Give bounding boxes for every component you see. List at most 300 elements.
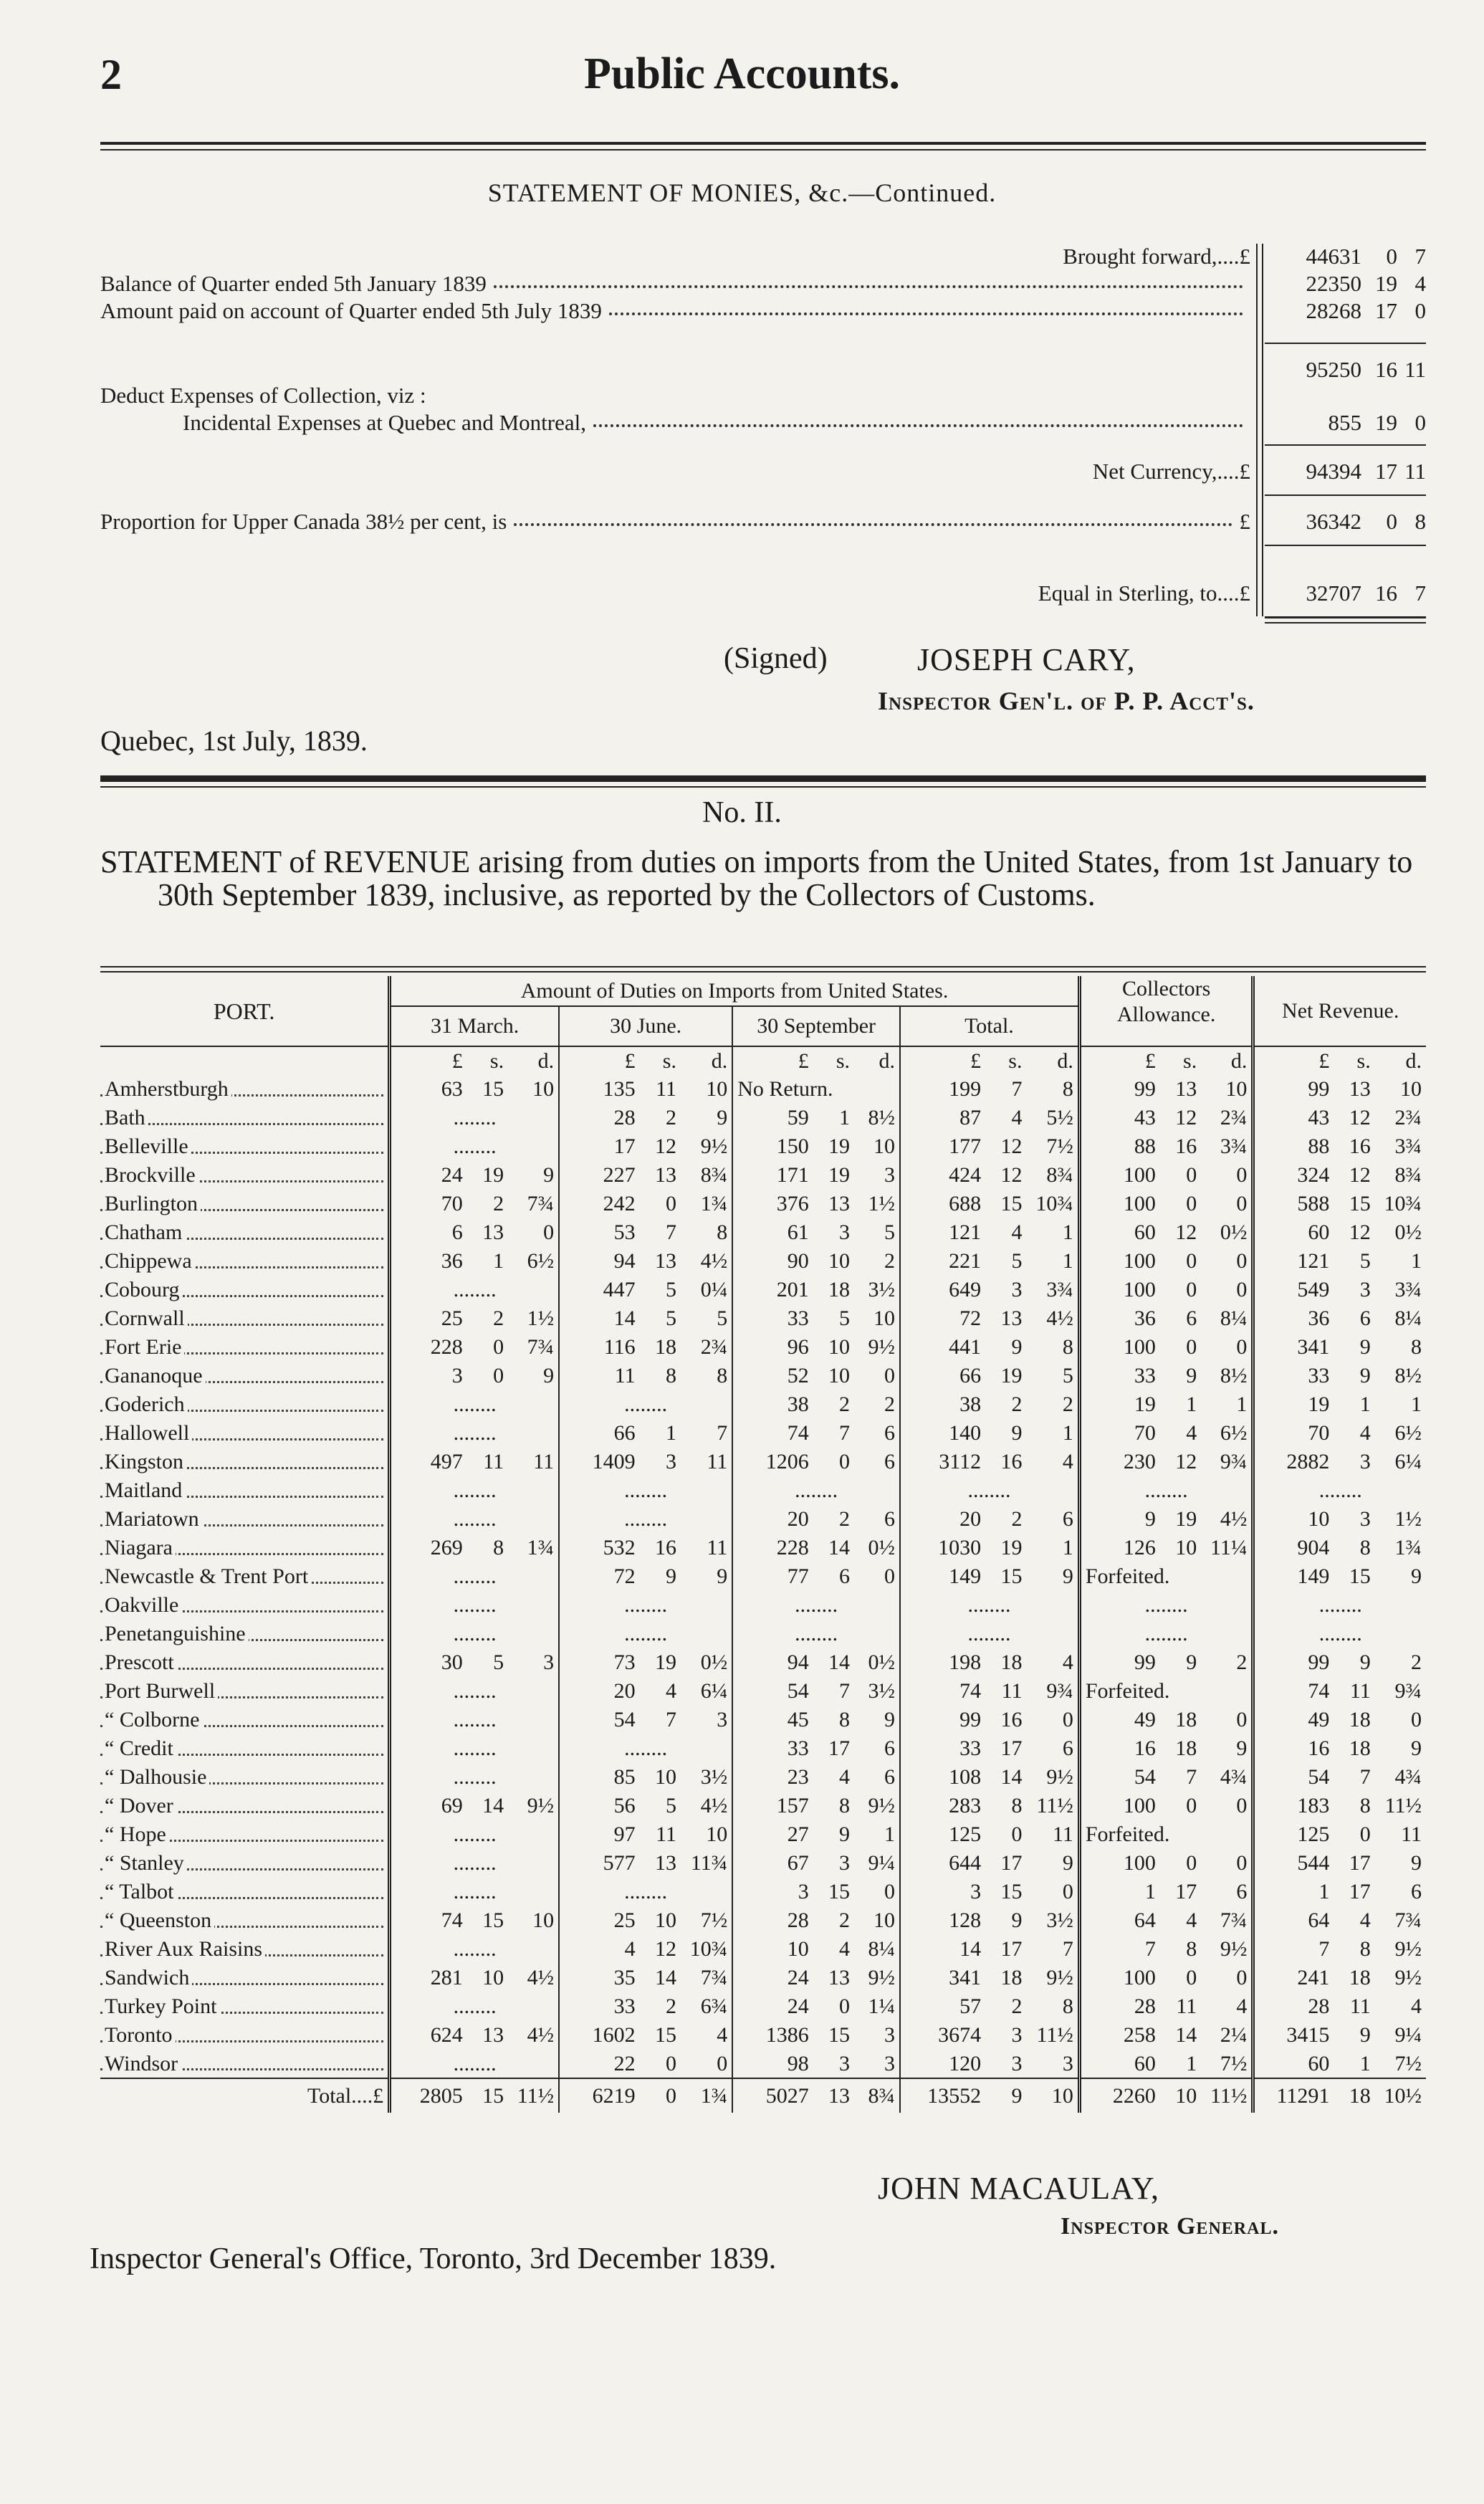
total-pounds: 128 — [900, 1906, 985, 1935]
june-pence: 8¾ — [700, 1163, 728, 1187]
june-pence: 8 — [717, 1220, 728, 1244]
total-pence: 8 — [1062, 1335, 1073, 1359]
port-name: Chatham — [105, 1220, 185, 1244]
september-pence: 2 — [884, 1249, 896, 1273]
march-shillings: 15 — [482, 1908, 504, 1932]
june-pounds: 135 — [559, 1075, 640, 1104]
march-pounds: 624 — [430, 2023, 463, 2047]
unit-pounds-total: £ — [900, 1046, 985, 1075]
net-revenue-pounds: 60 — [1253, 2050, 1334, 2078]
june-shillings: 15 — [654, 2023, 676, 2047]
collectors-allowance-shillings: 1 — [1186, 1392, 1197, 1416]
march-cell: ........ — [453, 1994, 497, 2018]
section-number: No. II. — [702, 796, 782, 829]
collectors-allowance-pounds: 230 — [1079, 1448, 1160, 1476]
june-shillings: 13 — [654, 1249, 676, 1273]
collectors-allowance-shillings: 0 — [1186, 1192, 1197, 1215]
port-cell — [100, 1620, 390, 1648]
collectors-allowance-pounds: 28 — [1079, 1992, 1160, 2021]
march-shillings: 8 — [493, 1536, 504, 1559]
total-pence: 9¾ — [1046, 1679, 1073, 1703]
net-revenue-shillings: 4 — [1359, 1908, 1371, 1932]
september-shillings: 19 — [828, 1134, 851, 1158]
net-revenue-shillings: 12 — [1349, 1163, 1371, 1187]
september-shillings: 9 — [839, 1822, 851, 1846]
header-rule-bottom — [100, 149, 1426, 150]
september-pounds: 150 — [732, 1132, 813, 1161]
total-pence: 6 — [1062, 1736, 1073, 1760]
march-pence: 7¾ — [527, 1335, 555, 1359]
total-pence: 8 — [1062, 1994, 1073, 2018]
collectors-allowance-shillings: 0 — [1186, 1278, 1197, 1301]
total-pounds: 3 — [900, 1878, 985, 1906]
page-number: 2 — [100, 51, 122, 98]
collectors-allowance-pence: 2¾ — [1220, 1106, 1248, 1129]
total-pounds: 99 — [900, 1706, 985, 1734]
port-cell — [100, 1419, 390, 1448]
port-name: Penetanguishine — [105, 1622, 249, 1645]
unit-shillings-march: s. — [489, 1048, 504, 1073]
signed-label: (Signed) — [724, 642, 828, 675]
september-shillings: 7 — [839, 1421, 851, 1445]
net-revenue-pounds: 544 — [1253, 1849, 1334, 1878]
port-name: Oakville — [105, 1593, 181, 1617]
march-pence: 1¾ — [527, 1536, 555, 1559]
september-cell: ........ — [732, 1620, 900, 1648]
table-row — [100, 1562, 1426, 1591]
port-cell — [100, 1190, 390, 1218]
september-pence: 3 — [884, 2023, 896, 2047]
monies-statement — [100, 229, 1426, 631]
table-row — [100, 1591, 1426, 1620]
port-cell — [100, 1218, 390, 1247]
unit-pounds-net-revenue: £ — [1253, 1046, 1334, 1075]
port-cell — [100, 2021, 390, 2050]
proportion-rule — [1265, 494, 1426, 496]
unit-shillings-total: s. — [1008, 1048, 1023, 1073]
june-pounds: 28 — [559, 1104, 640, 1132]
total-pence: 11½ — [1036, 2023, 1073, 2047]
net-revenue-shillings: 3 — [1359, 1450, 1371, 1473]
total-pence: 8¾ — [1046, 1163, 1073, 1187]
collectors-allowance-cell: Forfeited. — [1079, 1820, 1253, 1849]
collectors-allowance-shillings: 0 — [1186, 1851, 1197, 1875]
port-cell — [100, 2050, 390, 2078]
total-pence: 4½ — [1046, 1306, 1073, 1330]
september-pence: 9¼ — [868, 1851, 896, 1875]
net-revenue-shillings: 12 — [1349, 1106, 1371, 1129]
port-name: Toronto — [105, 2023, 176, 2047]
september-pence: 3½ — [868, 1679, 896, 1703]
total-shillings: 17 — [1000, 1736, 1023, 1760]
table-row — [100, 1304, 1426, 1333]
march-pence: 0 — [543, 1220, 555, 1244]
total-pounds: 221 — [900, 1247, 985, 1276]
port-name: Belleville — [105, 1134, 191, 1158]
june-pounds: 53 — [559, 1218, 640, 1247]
port-name: “ Talbot — [105, 1880, 177, 1903]
collectors-allowance-pounds: 16 — [1079, 1734, 1160, 1763]
total-shillings: 19 — [1000, 1536, 1023, 1559]
june-pence: 5 — [717, 1306, 728, 1330]
collectors-allowance-pence: 4¾ — [1220, 1765, 1248, 1789]
june-pounds: 85 — [559, 1763, 640, 1792]
collectors-allowance-cell: ........ — [1079, 1476, 1253, 1505]
port-name: Goderich — [105, 1392, 188, 1416]
september-pence: 9½ — [868, 1794, 896, 1817]
total-shillings: 7 — [1011, 1077, 1023, 1101]
total-pounds: 424 — [900, 1161, 985, 1190]
total-shillings: 16 — [1000, 1450, 1023, 1473]
september-shillings: 10 — [828, 1249, 851, 1273]
total-pence: 1 — [1062, 1220, 1073, 1244]
september-pounds: 5027 — [732, 2078, 813, 2113]
total-shillings: 11 — [1001, 1679, 1023, 1703]
page-title: Public Accounts. — [584, 49, 900, 98]
port-cell — [100, 1161, 390, 1190]
june-shillings: 0 — [665, 2083, 676, 2108]
september-pence: 6 — [884, 1507, 896, 1531]
march-pounds: 281 — [430, 1966, 463, 1989]
table-row — [100, 1247, 1426, 1276]
brought-forward-shillings: 0 — [1386, 244, 1397, 269]
collectors-allowance-shillings: 0 — [1186, 1794, 1197, 1817]
net-currency-pence: 11 — [1404, 459, 1426, 484]
june-shillings: 9 — [665, 1564, 676, 1588]
total-pounds: 72 — [900, 1304, 985, 1333]
collectors-allowance-shillings: 9 — [1186, 1650, 1197, 1674]
june-shillings: 16 — [654, 1536, 676, 1559]
march-pence: 3 — [543, 1650, 555, 1674]
collectors-allowance-pence: 0 — [1236, 1192, 1248, 1215]
unit-pence-total: d. — [1057, 1048, 1073, 1073]
september-pence: 9 — [884, 1708, 896, 1731]
june-pence: 10 — [706, 1077, 728, 1101]
net-revenue-shillings: 3 — [1359, 1507, 1371, 1531]
table-row — [100, 1763, 1426, 1792]
incidental-shillings: 19 — [1375, 410, 1397, 435]
net-revenue-shillings: 15 — [1349, 1192, 1371, 1215]
september-shillings: 1 — [839, 1106, 851, 1129]
march-shillings: 15 — [482, 2083, 504, 2108]
net-currency-label: Net Currency,....£ — [1092, 459, 1250, 484]
june-pounds: 66 — [559, 1419, 640, 1448]
september-pence: 6 — [884, 1736, 896, 1760]
total-pence: 3 — [1062, 2051, 1073, 2075]
march-shillings: 1 — [493, 1249, 504, 1273]
march-cell: ........ — [453, 1134, 497, 1158]
total-shillings: 2 — [1011, 1994, 1023, 2018]
total-shillings: 4 — [1011, 1220, 1023, 1244]
june-pence: 11¾ — [690, 1851, 728, 1875]
june-pounds: 17 — [559, 1132, 640, 1161]
march-pence: 1½ — [527, 1306, 555, 1330]
collectors-allowance-pounds: 100 — [1079, 1161, 1160, 1190]
june-pence: 7 — [717, 1421, 728, 1445]
september-pounds: 1386 — [732, 2021, 813, 2050]
total-shillings: 9 — [1011, 1335, 1023, 1359]
total-pence: 7½ — [1046, 1134, 1073, 1158]
port-cell — [100, 1104, 390, 1132]
port-name: Sandwich — [105, 1966, 192, 1989]
collectors-allowance-pence: 0 — [1236, 1794, 1248, 1817]
port-cell — [100, 1849, 390, 1878]
port-name: Maitland — [105, 1478, 185, 1502]
september-pounds: 20 — [732, 1505, 813, 1534]
unit-header-row — [100, 1046, 1426, 1075]
brought-forward-pounds: 44631 — [1306, 244, 1361, 269]
collectors-allowance-pence: 8½ — [1220, 1364, 1248, 1387]
june-pounds: 97 — [559, 1820, 640, 1849]
june-pence: 6¾ — [700, 1994, 728, 2018]
monies-row-pence: 0 — [1414, 298, 1426, 323]
collectors-allowance-shillings: 4 — [1186, 1421, 1197, 1445]
march-cell: ........ — [453, 1507, 497, 1531]
net-revenue-pounds: 1 — [1253, 1878, 1334, 1906]
port-cell — [100, 1562, 390, 1591]
march-pence: 11 — [533, 1450, 555, 1473]
march-cell: ........ — [453, 1851, 497, 1875]
table-row — [100, 1648, 1426, 1677]
collectors-allowance-shillings: 4 — [1186, 1908, 1197, 1932]
june-shillings: 13 — [654, 1163, 676, 1187]
net-revenue-shillings: 18 — [1349, 1708, 1371, 1731]
collectors-allowance-pence: 7½ — [1220, 2051, 1248, 2075]
june-pounds: 56 — [559, 1792, 640, 1820]
net-revenue-pence: 4 — [1411, 1994, 1422, 2018]
total-shillings: 14 — [1000, 1765, 1023, 1789]
collectors-allowance-pounds: 54 — [1079, 1763, 1160, 1792]
total-pounds: 125 — [900, 1820, 985, 1849]
monies-row-shillings: 19 — [1375, 271, 1397, 296]
subtotal-shillings: 16 — [1375, 357, 1397, 382]
port-name: “ Dover — [105, 1794, 176, 1817]
unit-pounds-collectors-allowance: £ — [1079, 1046, 1160, 1075]
net-revenue-shillings: 8 — [1359, 1794, 1371, 1817]
monies-row-balance — [100, 271, 1250, 297]
net-revenue-pounds: 324 — [1253, 1161, 1334, 1190]
section-rule-thin — [100, 786, 1426, 788]
june-pence: 10 — [706, 1822, 728, 1846]
september-shillings: 14 — [828, 1536, 851, 1559]
total-shillings: 9 — [1011, 1421, 1023, 1445]
collectors-allowance-shillings: 12 — [1175, 1106, 1197, 1129]
total-pence: 0 — [1062, 1880, 1073, 1903]
table-top-rule — [100, 966, 1426, 967]
total-shillings: 8 — [1011, 1794, 1023, 1817]
september-pounds: 33 — [732, 1734, 813, 1763]
collectors-allowance-pounds: 88 — [1079, 1132, 1160, 1161]
june-shillings: 7 — [665, 1220, 676, 1244]
net-revenue-pounds: 33 — [1253, 1362, 1334, 1390]
total-pence: 10¾ — [1035, 1192, 1073, 1215]
collectors-allowance-shillings: 0 — [1186, 1249, 1197, 1273]
june-cell: ........ — [559, 1505, 732, 1534]
june-pounds: 227 — [559, 1161, 640, 1190]
total-pounds: 1030 — [900, 1534, 985, 1562]
june-pence: 3 — [717, 1708, 728, 1731]
port-cell — [100, 1534, 390, 1562]
september-pounds: 157 — [732, 1792, 813, 1820]
total-row — [100, 2078, 1426, 2113]
september-pence: 1½ — [868, 1192, 896, 1215]
march-pounds: 228 — [430, 1335, 463, 1359]
net-revenue-shillings: 12 — [1349, 1220, 1371, 1244]
total-pounds: 66 — [900, 1362, 985, 1390]
brought-forward-label: Brought forward,....£ — [1063, 244, 1250, 269]
net-revenue-pence: 7¾ — [1394, 1908, 1422, 1932]
total-pounds: 108 — [900, 1763, 985, 1792]
june-pounds: 14 — [559, 1304, 640, 1333]
collectors-allowance-pence: 3¾ — [1220, 1134, 1248, 1158]
port-cell — [100, 1906, 390, 1935]
june-pence: 4½ — [700, 1249, 728, 1273]
september-pence: 3½ — [868, 1278, 896, 1301]
port-cell — [100, 1448, 390, 1476]
net-revenue-shillings: 18 — [1349, 1966, 1371, 1989]
net-revenue-pounds: 88 — [1253, 1132, 1334, 1161]
march-pounds: 70 — [441, 1192, 463, 1215]
collectors-allowance-shillings: 17 — [1175, 1880, 1197, 1903]
september-pounds: 67 — [732, 1849, 813, 1878]
september-shillings: 8 — [839, 1708, 851, 1731]
port-name: Gananoque — [105, 1364, 206, 1387]
collectors-allowance-cell: ........ — [1079, 1620, 1253, 1648]
june-pence: 9 — [717, 1106, 728, 1129]
september-pence: 10 — [873, 1908, 896, 1932]
september-pence: 0½ — [868, 1536, 896, 1559]
net-revenue-shillings: 15 — [1349, 1564, 1371, 1588]
june-pounds: 73 — [559, 1648, 640, 1677]
net-revenue-cell: ........ — [1253, 1591, 1426, 1620]
net-revenue-pence: 11 — [1401, 1822, 1422, 1846]
total-pounds: 74 — [900, 1677, 985, 1706]
september-pence: 9½ — [868, 1966, 896, 1989]
collectors-allowance-shillings: 9 — [1186, 1364, 1197, 1387]
collectors-allowance-shillings: 8 — [1186, 1937, 1197, 1961]
total-pounds: 341 — [900, 1964, 985, 1992]
march-cell: ........ — [453, 1564, 497, 1588]
net-revenue-pounds: 341 — [1253, 1333, 1334, 1362]
col-header-total: Total. — [900, 1006, 1079, 1046]
table-row — [100, 1935, 1426, 1964]
net-revenue-pounds: 19 — [1253, 1390, 1334, 1419]
september-pounds: 24 — [732, 1992, 813, 2021]
sterling-double-rule-1 — [1265, 616, 1426, 618]
net-revenue-shillings: 11 — [1349, 1994, 1371, 2018]
unit-pence-net-revenue: d. — [1405, 1048, 1422, 1073]
total-pence: 1 — [1062, 1421, 1073, 1445]
net-revenue-shillings: 16 — [1349, 1134, 1371, 1158]
port-name: Cornwall — [105, 1306, 188, 1330]
total-shillings: 18 — [1000, 1650, 1023, 1674]
net-currency-shillings: 17 — [1375, 459, 1397, 484]
table-row — [100, 1132, 1426, 1161]
sterling-double-rule-2 — [1265, 622, 1426, 623]
total-pence: 10 — [1051, 2083, 1073, 2108]
june-pounds: 22 — [559, 2050, 640, 2078]
revenue-title: STATEMENT of REVENUE arising from duties on imports from the United States, from 1st January to 30th September 1839, inclusive, as reported by the Collectors of Customs. — [100, 844, 1413, 912]
september-pounds: 23 — [732, 1763, 813, 1792]
port-cell — [100, 1132, 390, 1161]
march-pence: 11½ — [517, 2083, 555, 2108]
march-cell: ........ — [453, 1880, 497, 1903]
table-row — [100, 1075, 1426, 1104]
march-pounds: 3 — [451, 1364, 463, 1387]
amount-col-rule — [1256, 244, 1258, 616]
net-revenue-pounds: 10 — [1253, 1505, 1334, 1534]
collectors-allowance-pounds: 33 — [1079, 1362, 1160, 1390]
table-row — [100, 1534, 1426, 1562]
port-name: “ Credit — [105, 1736, 176, 1760]
total-shillings: 17 — [1000, 1937, 1023, 1961]
net-revenue-pence: 6 — [1411, 1880, 1422, 1903]
total-pence: 5 — [1062, 1364, 1073, 1387]
june-pounds: 447 — [559, 1276, 640, 1304]
march-pounds: 6 — [451, 1220, 463, 1244]
september-shillings: 4 — [839, 1937, 851, 1961]
table-row — [100, 1390, 1426, 1419]
net-revenue-shillings: 8 — [1359, 1536, 1371, 1559]
brought-forward-pence: 7 — [1414, 244, 1426, 269]
september-pence: 2 — [884, 1392, 896, 1416]
net-revenue-pounds: 99 — [1253, 1075, 1334, 1104]
collectors-allowance-shillings: 11 — [1176, 1994, 1197, 2018]
june-shillings: 4 — [665, 1679, 676, 1703]
september-pence: 1¼ — [868, 1994, 896, 2018]
march-shillings: 2 — [493, 1306, 504, 1330]
march-shillings: 0 — [493, 1335, 504, 1359]
net-revenue-shillings: 9 — [1359, 2023, 1371, 2047]
september-shillings: 13 — [828, 1966, 851, 1989]
march-pence: 10 — [532, 1077, 555, 1101]
net-revenue-shillings: 6 — [1359, 1306, 1371, 1330]
net-revenue-pence: 0½ — [1394, 1220, 1422, 1244]
net-revenue-pounds: 36 — [1253, 1304, 1334, 1333]
port-name: Kingston — [105, 1450, 186, 1473]
proportion-pence: 8 — [1414, 509, 1426, 534]
table-row — [100, 1620, 1426, 1648]
september-shillings: 0 — [839, 1450, 851, 1473]
collectors-allowance-pounds: 64 — [1079, 1906, 1160, 1935]
march-shillings: 19 — [482, 1163, 504, 1187]
net-revenue-shillings: 18 — [1349, 1736, 1371, 1760]
collectors-allowance-pence: 0 — [1236, 1966, 1248, 1989]
september-shillings: 13 — [828, 1192, 851, 1215]
september-shillings: 14 — [828, 1650, 851, 1674]
col-header-june: 30 June. — [559, 1006, 732, 1046]
net-revenue-shillings: 1 — [1359, 2051, 1371, 2075]
september-shillings: 8 — [839, 1794, 851, 1817]
net-revenue-pence: 9½ — [1394, 1937, 1422, 1961]
collectors-allowance-pence: 9 — [1236, 1736, 1248, 1760]
net-revenue-pence: 1½ — [1394, 1507, 1422, 1531]
september-pounds: 38 — [732, 1390, 813, 1419]
march-shillings: 13 — [482, 2023, 504, 2047]
september-pence: 0 — [884, 1564, 896, 1588]
june-shillings: 0 — [665, 2051, 676, 2075]
june-shillings: 13 — [654, 1851, 676, 1875]
collectors-allowance-pence: 0 — [1236, 1163, 1248, 1187]
collectors-allowance-pounds: 1 — [1079, 1878, 1160, 1906]
net-revenue-shillings: 9 — [1359, 1650, 1371, 1674]
march-cell: ........ — [453, 1765, 497, 1789]
march-pence: 4½ — [527, 1966, 555, 1989]
march-pounds: 36 — [441, 1249, 463, 1273]
table-row — [100, 1820, 1426, 1849]
net-revenue-pounds: 64 — [1253, 1906, 1334, 1935]
port-cell — [100, 1591, 390, 1620]
